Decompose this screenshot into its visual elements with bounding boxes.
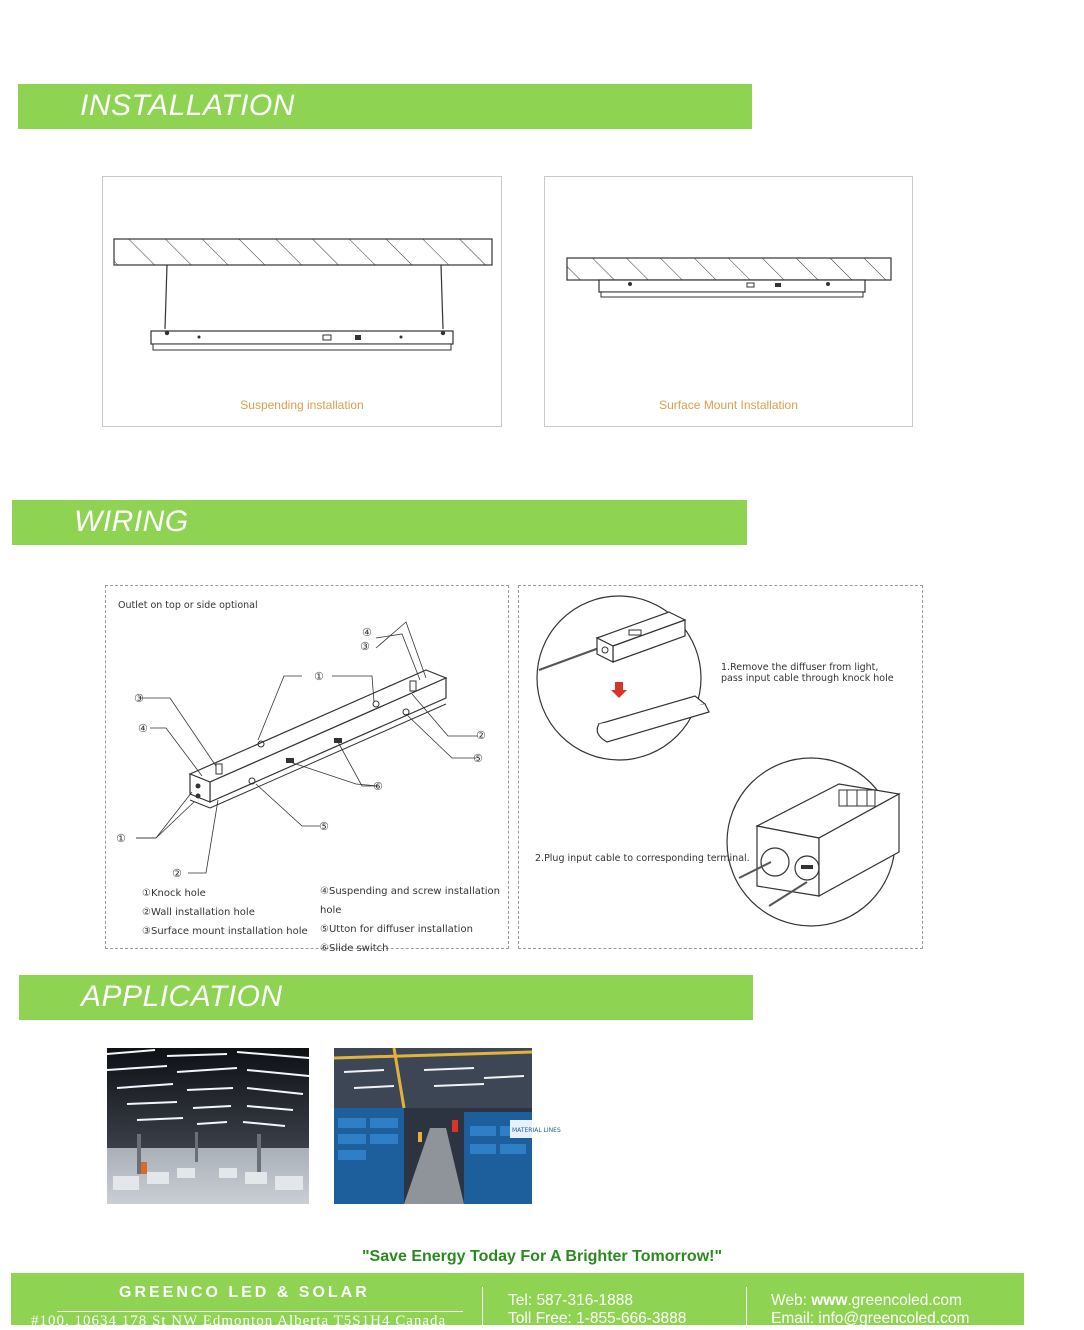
callout-6: ⑥ bbox=[373, 780, 383, 793]
callout-3-left: ③ bbox=[134, 692, 144, 705]
factory-photo bbox=[334, 1048, 561, 1204]
fixture-body bbox=[151, 331, 453, 344]
callout-2-bottom: ② bbox=[172, 867, 182, 880]
footer-separator-1 bbox=[482, 1287, 483, 1327]
email-link[interactable]: info@greencoled.com bbox=[818, 1310, 970, 1327]
callout-5-right: ⑤ bbox=[473, 752, 483, 765]
wiring-steps-diagram bbox=[519, 586, 924, 950]
wiring-title: WIRING bbox=[74, 505, 189, 538]
installation-title: INSTALLATION bbox=[80, 89, 295, 122]
company-name: GREENCO LED & SOLAR bbox=[119, 1284, 370, 1301]
step-1-text: 1.Remove the diffuser from light, pass input cable through knock hole bbox=[721, 662, 894, 684]
callout-4-left: ④ bbox=[138, 722, 148, 735]
tollfree-link[interactable]: 1-855-666-3888 bbox=[576, 1310, 687, 1327]
callout-4-top: ④ bbox=[362, 626, 372, 639]
address-divider bbox=[57, 1311, 463, 1312]
website-link[interactable]: www.greencoled.com bbox=[811, 1292, 962, 1309]
callout-1-left: ① bbox=[116, 832, 126, 845]
application-title: APPLICATION bbox=[81, 980, 283, 1013]
footer-separator-2 bbox=[746, 1287, 747, 1327]
legend-right: ④Suspending and screw installation hole ⑤Utton for diffuser installation ⑥Slide switch bbox=[320, 886, 501, 954]
outlet-note: Outlet on top or side optional bbox=[118, 600, 258, 611]
wiring-steps-panel bbox=[518, 585, 923, 949]
ceiling-slab bbox=[567, 258, 891, 280]
surface-mount-diagram bbox=[545, 177, 914, 428]
fixture-body bbox=[599, 280, 865, 292]
application-header bbox=[19, 975, 753, 1020]
suspending-installation-panel bbox=[102, 176, 502, 427]
footer-phones: Tel: 587-316-1888 Toll Free: 1-855-666-3888 bbox=[508, 1292, 687, 1327]
callout-2-right: ② bbox=[476, 729, 486, 742]
surface-mount-panel bbox=[544, 176, 913, 427]
fixture-diffuser bbox=[153, 344, 451, 350]
surface-mount-caption: Surface Mount Installation bbox=[659, 398, 798, 412]
suspension-wire-right bbox=[441, 265, 443, 329]
sign-text: MATERIAL LINES bbox=[512, 1127, 561, 1134]
callout-5-bottom: ⑤ bbox=[319, 820, 329, 833]
slogan: "Save Energy Today For A Brighter Tomorrow!" bbox=[361, 1248, 723, 1265]
warehouse-photo bbox=[107, 1048, 309, 1204]
suspending-installation-diagram bbox=[103, 177, 503, 428]
callout-3-top: ③ bbox=[360, 640, 370, 653]
installation-header bbox=[18, 84, 752, 129]
fixture-diffuser bbox=[601, 292, 863, 297]
legend-left: ①Knock hole ②Wall installation hole ③Surface mount installation hole bbox=[142, 888, 308, 937]
phone-link[interactable]: 587-316-1888 bbox=[536, 1292, 633, 1309]
suspension-wire-left bbox=[165, 265, 167, 329]
callout-1-top: ① bbox=[314, 670, 324, 683]
suspending-caption: Suspending installation bbox=[240, 398, 364, 412]
wiring-header bbox=[12, 500, 747, 545]
footer bbox=[11, 1273, 1024, 1329]
step-2-text: 2.Plug input cable to corresponding terminal. bbox=[535, 853, 750, 864]
company-address: #100, 10634 178 St NW Edmonton Alberta T5S1H4 Canada bbox=[31, 1313, 447, 1329]
wiring-parts-panel bbox=[105, 585, 509, 954]
footer-web: Web: www.greencoled.com Email: info@greencoled.com bbox=[771, 1292, 970, 1327]
ceiling-slab bbox=[114, 239, 492, 265]
